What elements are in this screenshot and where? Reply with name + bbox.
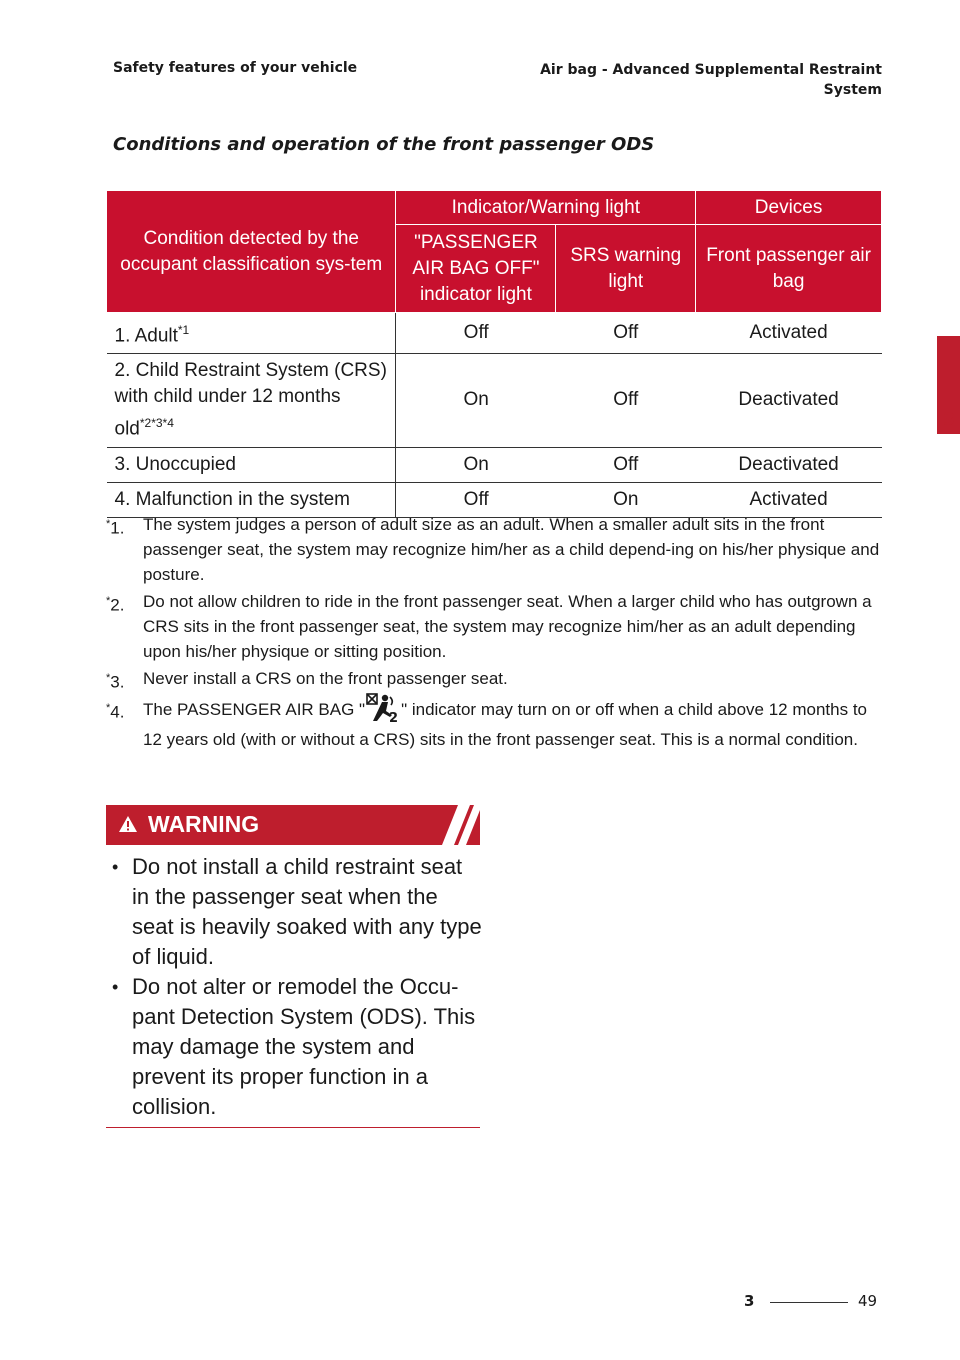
bullet: •	[112, 977, 119, 997]
cell-srs-warning: On	[556, 482, 696, 517]
cell-front-airbag: Deactivated	[696, 354, 882, 447]
warning-label: WARNING	[148, 811, 260, 837]
cell-passenger-indicator: On	[396, 354, 556, 447]
running-header-right	[522, 60, 882, 100]
footnote-text-before: The PASSENGER AIR BAG "	[143, 700, 366, 719]
warning-end-rule	[106, 1127, 480, 1128]
header-devices-group: Devices	[696, 191, 882, 225]
footnote-text: Never install a CRS on the front passenger seat.	[143, 669, 508, 688]
section-title: Conditions and operation of the front passenger ODS	[113, 134, 655, 155]
page-number: 49	[858, 1292, 878, 1310]
svg-text:2: 2	[389, 711, 399, 723]
warning-stripes-icon	[434, 805, 480, 845]
footer-divider	[770, 1302, 848, 1303]
cell-front-airbag: Activated	[696, 482, 882, 517]
table-row	[107, 354, 882, 447]
warning-item-text: Do not alter or remodel the Occu-pant Detection System (ODS). This may damage the system and prevent its proper function in a collision.	[132, 974, 476, 1119]
passenger-airbag-off-icon	[365, 693, 401, 723]
footnote	[106, 693, 882, 755]
table-row	[107, 313, 882, 354]
footnote	[106, 589, 882, 664]
ods-conditions-table	[106, 190, 882, 518]
footnote	[106, 512, 882, 587]
cell-srs-warning: Off	[556, 447, 696, 482]
header-passenger-indicator: "PASSENGER AIR BAG OFF" indicator light	[396, 225, 556, 313]
warning-triangle-icon	[118, 815, 138, 833]
running-header-right-line1: Air bag - Advanced Supplemental Restraint	[540, 62, 882, 78]
footnote-text-after: " indicator may turn on or off when a child above 12 months to 12 years old (with or without a CRS) sits in the front passenger seat. This is a normal condition.	[143, 700, 868, 749]
cell-passenger-indicator: On	[396, 447, 556, 482]
footer-section-number: 3	[744, 1292, 755, 1310]
list-item	[110, 972, 482, 1122]
cell-condition: 3. Unoccupied	[107, 447, 396, 482]
header-srs-warning: SRS warning light	[556, 225, 696, 313]
footnote-marker: *3.	[106, 672, 125, 692]
warning-list	[110, 852, 482, 1122]
cell-condition: 4. Malfunction in the system	[107, 482, 396, 517]
cell-passenger-indicator: Off	[396, 482, 556, 517]
cell-passenger-indicator: Off	[396, 313, 556, 354]
footnote-text: Do not allow children to ride in the front passenger seat. When a larger child who has outgrown a CRS sits in the front passenger seat, the system may recognize him/her as an adult depending upon his/her physique or sitting position.	[143, 592, 872, 661]
header-front-airbag: Front passenger air bag	[696, 225, 882, 313]
footnotes	[106, 512, 882, 757]
cell-srs-warning: Off	[556, 354, 696, 447]
chapter-tab-number: 3	[943, 410, 955, 430]
cell-srs-warning: Off	[556, 313, 696, 354]
list-item	[110, 852, 482, 972]
footnote-marker: *4.	[106, 702, 125, 722]
footnote	[106, 666, 882, 691]
running-header-right-line2: System	[823, 82, 882, 98]
table-row	[107, 447, 882, 482]
footnote-marker: *1.	[106, 518, 125, 538]
warning-banner	[106, 805, 480, 845]
cell-condition: 1. Adult$^{*1}$	[107, 313, 396, 354]
cell-front-airbag: Activated	[696, 313, 882, 354]
warning-item-text: Do not install a child restraint seat in the passenger seat when the seat is heavily soaked with any type of liquid.	[132, 854, 482, 969]
header-condition: Condition detected by the occupant classification sys-tem	[107, 191, 396, 313]
footnote-marker: *2.	[106, 595, 125, 615]
bullet: •	[112, 857, 119, 877]
running-header-left: Safety features of your vehicle	[113, 60, 358, 76]
footnote-text: The system judges a person of adult size as an adult. When a smaller adult sits in the front passenger seat, the system may recognize him/her as a child depend-ing on his/her physique and posture.	[143, 515, 880, 584]
cell-condition: 2. Child Restraint System (CRS) with child under 12 months old$^{*2*3*4}$	[107, 354, 396, 447]
cell-front-airbag: Deactivated	[696, 447, 882, 482]
header-indicator-group: Indicator/Warning light	[396, 191, 696, 225]
